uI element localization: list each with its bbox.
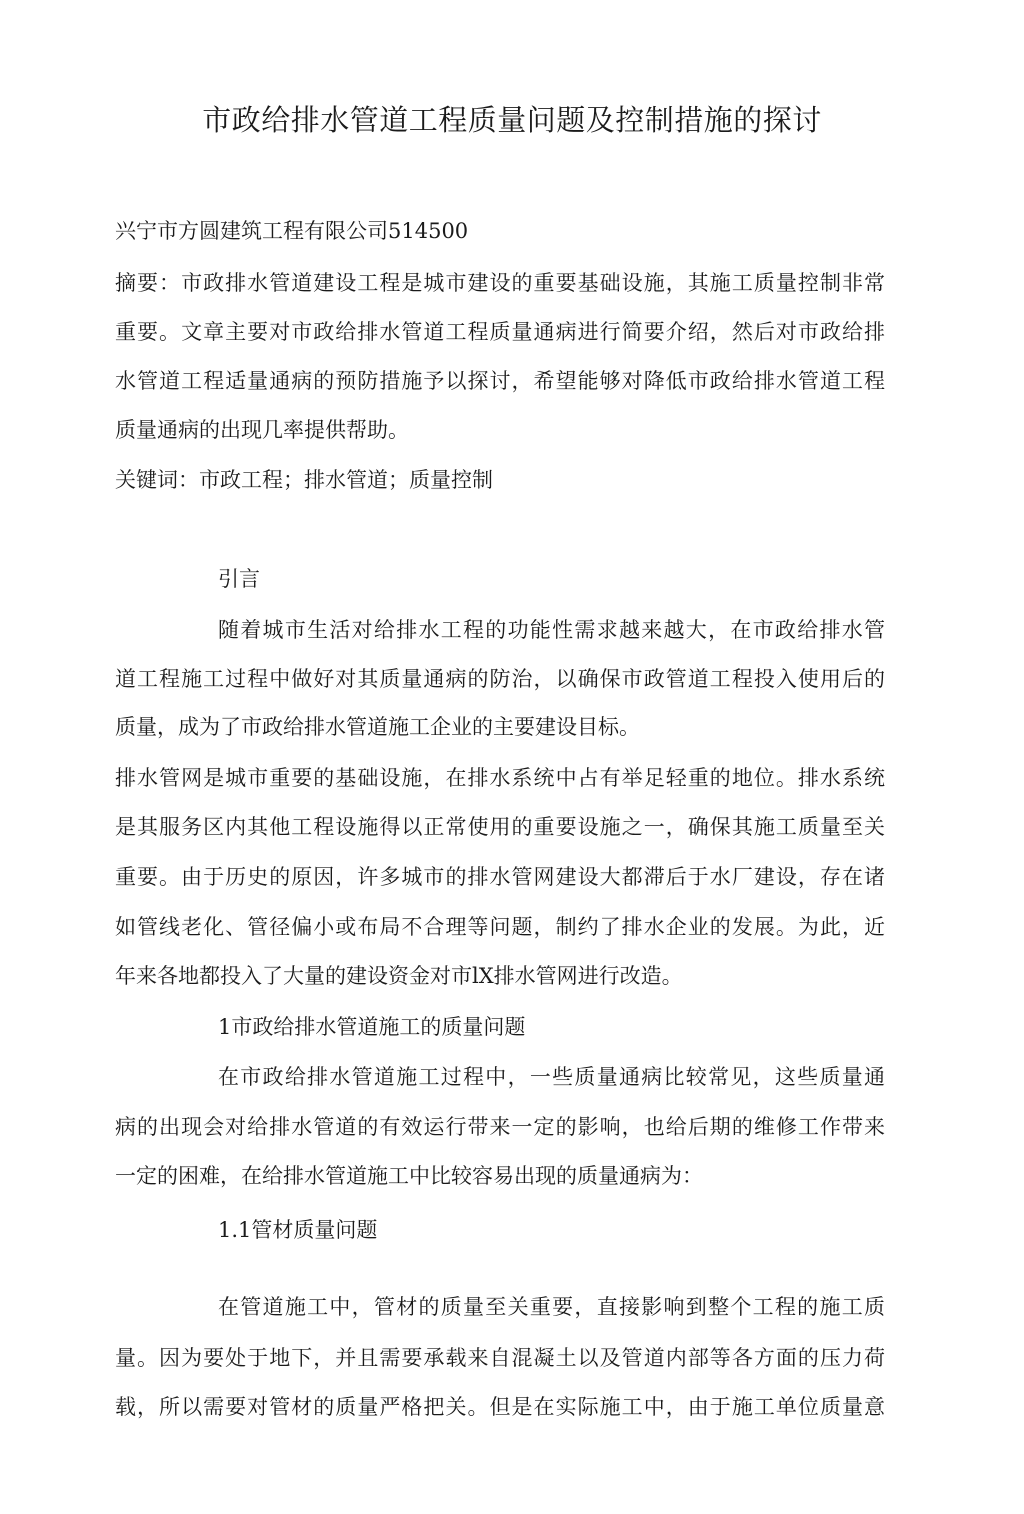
abstract-line-1: 摘要：市政排水管道建设工程是城市建设的重要基础设施，其施工质量控制非常 bbox=[115, 271, 885, 295]
abstract-line-4: 质量通病的出现几率提供帮助。 bbox=[115, 418, 409, 442]
section1-para-line-1: 在市政给排水管道施工过程中，一些质量通病比较常见，这些质量通 bbox=[218, 1065, 885, 1089]
abstract-line-2: 重要。文章主要对市政给排水管道工程质量通病进行简要介绍，然后对市政给排 bbox=[115, 320, 885, 344]
network-para-line-3: 重要。由于历史的原因，许多城市的排水管网建设大都滞后于水厂建设，存在诸 bbox=[115, 865, 885, 889]
section1-1-para-line-1: 在管道施工中，管材的质量至关重要，直接影响到整个工程的施工质 bbox=[218, 1295, 885, 1319]
section1-para-line-3: 一定的困难，在给排水管道施工中比较容易出现的质量通病为： bbox=[115, 1164, 703, 1188]
author-affiliation: 兴宁市方圆建筑工程有限公司514500 bbox=[115, 219, 469, 243]
section1-heading: 1市政给排水管道施工的质量问题 bbox=[218, 1015, 526, 1039]
intro-para-line-2: 道工程施工过程中做好对其质量通病的防治，以确保市政管道工程投入使用后的 bbox=[115, 667, 885, 691]
network-para-line-2: 是其服务区内其他工程设施得以正常使用的重要设施之一，确保其施工质量至关 bbox=[115, 815, 885, 839]
intro-heading: 引言 bbox=[218, 567, 260, 591]
section1-1-heading: 1.1管材质量问题 bbox=[218, 1218, 378, 1242]
section1-para-line-2: 病的出现会对给排水管道的有效运行带来一定的影响，也给后期的维修工作带来 bbox=[115, 1115, 885, 1139]
keywords-line: 关键词：市政工程；排水管道；质量控制 bbox=[115, 468, 493, 492]
network-para-line-1: 排水管网是城市重要的基础设施，在排水系统中占有举足轻重的地位。排水系统 bbox=[115, 766, 885, 790]
intro-para-line-1: 随着城市生活对给排水工程的功能性需求越来越大，在市政给排水管 bbox=[218, 618, 885, 642]
section1-1-para-line-2: 量。因为要处于地下，并且需要承载来自混凝土以及管道内部等各方面的压力荷 bbox=[115, 1346, 885, 1370]
abstract-line-3: 水管道工程适量通病的预防措施予以探讨，希望能够对降低市政给排水管道工程 bbox=[115, 369, 885, 393]
network-para-line-4: 如管线老化、管径偏小或布局不合理等问题，制约了排水企业的发展。为此，近 bbox=[115, 915, 885, 939]
network-para-line-5: 年来各地都投入了大量的建设资金对市lX排水管网进行改造。 bbox=[115, 964, 683, 988]
section1-1-para-line-3: 载，所以需要对管材的质量严格把关。但是在实际施工中，由于施工单位质量意 bbox=[115, 1395, 885, 1419]
intro-para-line-3: 质量，成为了市政给排水管道施工企业的主要建设目标。 bbox=[115, 715, 640, 739]
document-title: 市政给排水管道工程质量问题及控制措施的探讨 bbox=[202, 103, 822, 137]
